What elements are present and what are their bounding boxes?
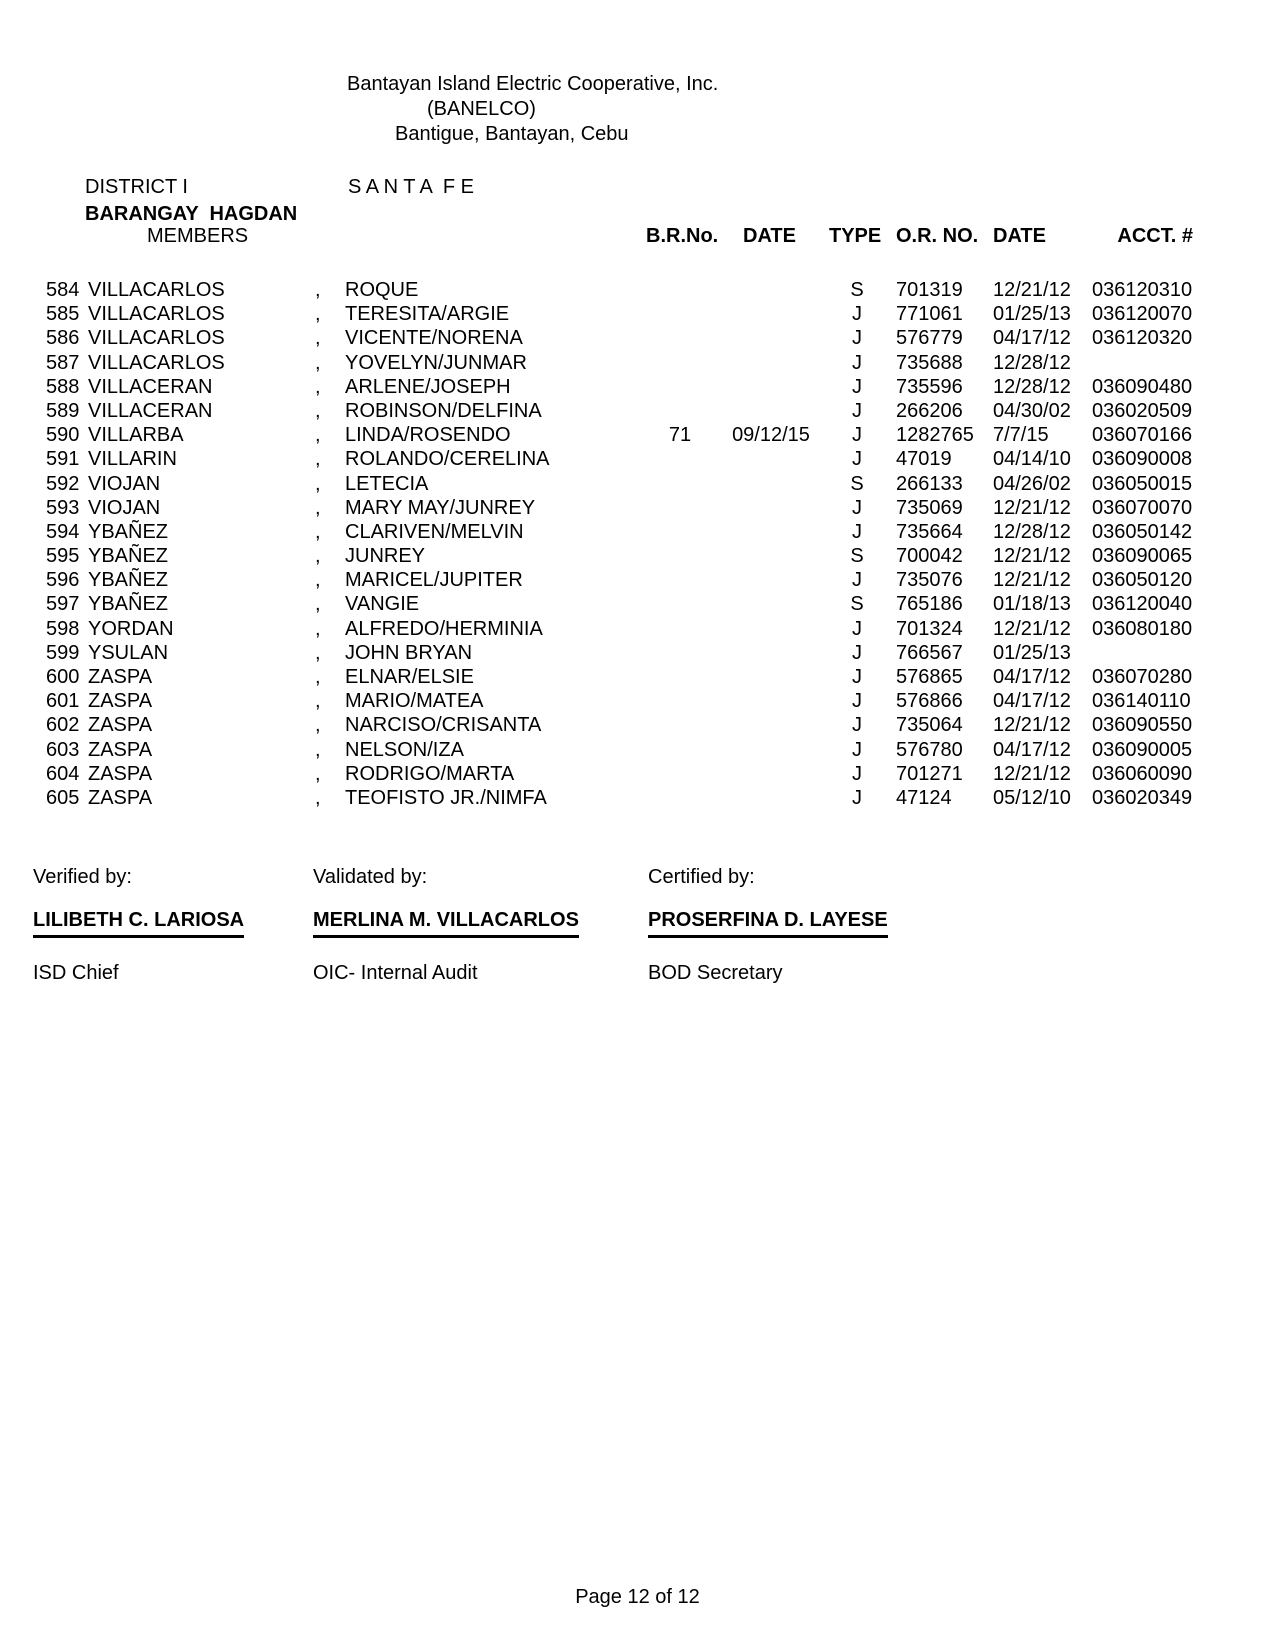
column-header-br-no: B.R.No. <box>646 225 719 247</box>
table-row <box>0 520 1275 544</box>
column-header-acct: ACCT. # <box>1117 225 1193 247</box>
name-separator: , <box>315 448 321 471</box>
member-surname: VILLACERAN <box>88 375 213 398</box>
member-surname: VILLACARLOS <box>88 351 225 374</box>
table-row <box>0 399 1275 423</box>
member-surname: ZASPA <box>88 738 153 761</box>
table-row <box>0 713 1275 737</box>
member-or-date: 12/28/12 <box>993 375 1071 398</box>
member-surname: YBAÑEZ <box>88 545 169 568</box>
member-given-name: LETECIA <box>345 472 429 495</box>
table-row <box>0 762 1275 786</box>
members-table <box>0 278 1275 810</box>
name-separator: , <box>315 762 321 785</box>
member-surname: ZASPA <box>88 786 153 809</box>
member-given-name: JOHN BRYAN <box>345 641 473 664</box>
certified-by-label: Certified by: <box>648 866 755 888</box>
table-row <box>0 375 1275 399</box>
member-br-date: 09/12/15 <box>732 424 810 447</box>
table-row <box>0 665 1275 689</box>
member-acct: 036120320 <box>1092 327 1193 350</box>
table-row <box>0 447 1275 471</box>
name-separator: , <box>315 399 321 422</box>
verified-by-name: LILIBETH C. LARIOSA <box>33 909 244 938</box>
member-type: J <box>852 714 862 737</box>
company-name: Bantayan Island Electric Cooperative, Inc. <box>347 73 719 95</box>
member-number: 598 <box>46 617 80 640</box>
member-or-date: 04/26/02 <box>993 472 1071 495</box>
member-surname: YORDAN <box>88 617 174 640</box>
member-number: 591 <box>46 448 80 471</box>
table-row <box>0 689 1275 713</box>
name-separator: , <box>315 327 321 350</box>
barangay-label: BARANGAY HAGDAN <box>85 203 298 225</box>
member-given-name: ALFREDO/HERMINIA <box>345 617 543 640</box>
member-or-date: 04/17/12 <box>993 666 1071 688</box>
member-or-date: 7/7/15 <box>993 424 1049 447</box>
member-type: S <box>850 279 864 301</box>
member-acct: 036020509 <box>1092 399 1193 422</box>
column-header-type: TYPE <box>829 225 882 247</box>
name-separator: , <box>315 472 321 495</box>
company-acronym: (BANELCO) <box>427 98 536 120</box>
column-header-or-no: O.R. NO. <box>896 225 979 247</box>
member-given-name: JUNREY <box>345 545 426 568</box>
member-or-date: 12/21/12 <box>993 545 1071 568</box>
district-label: DISTRICT I <box>85 176 188 198</box>
member-acct: 036090480 <box>1092 375 1193 398</box>
member-surname: ZASPA <box>88 762 153 785</box>
member-or-no: 576779 <box>896 327 963 350</box>
member-or-date: 01/25/13 <box>993 641 1071 664</box>
member-surname: ZASPA <box>88 714 153 737</box>
member-type: J <box>852 617 862 640</box>
member-or-no: 1282765 <box>896 424 974 447</box>
column-header-or-date: DATE <box>993 225 1046 247</box>
member-surname: YBAÑEZ <box>88 593 169 616</box>
company-address: Bantigue, Bantayan, Cebu <box>395 123 629 145</box>
member-or-no: 766567 <box>896 641 963 664</box>
member-or-no: 266133 <box>896 472 963 495</box>
table-row <box>0 544 1275 568</box>
member-number: 601 <box>46 690 80 713</box>
table-row <box>0 472 1275 496</box>
name-separator: , <box>315 520 321 543</box>
member-surname: VILLACARLOS <box>88 303 225 326</box>
member-given-name: YOVELYN/JUNMAR <box>345 351 527 374</box>
member-type: J <box>852 738 862 761</box>
member-given-name: NELSON/IZA <box>345 738 464 761</box>
member-given-name: ARLENE/JOSEPH <box>345 375 511 398</box>
member-or-no: 576780 <box>896 738 963 761</box>
member-type: J <box>852 786 862 809</box>
member-given-name: TERESITA/ARGIE <box>345 303 510 326</box>
member-type: J <box>852 424 862 447</box>
name-separator: , <box>315 666 321 688</box>
verified-by-label: Verified by: <box>33 866 132 888</box>
member-number: 596 <box>46 569 80 592</box>
member-acct: 036090008 <box>1092 448 1193 471</box>
member-number: 602 <box>46 714 80 737</box>
member-or-no: 701319 <box>896 279 963 301</box>
member-or-date: 12/21/12 <box>993 569 1071 592</box>
member-or-date: 12/28/12 <box>993 351 1071 374</box>
member-type: J <box>852 762 862 785</box>
table-row <box>0 423 1275 447</box>
member-acct: 036070280 <box>1092 666 1193 688</box>
verified-by-title: ISD Chief <box>33 962 119 984</box>
member-or-no: 735076 <box>896 569 963 592</box>
name-separator: , <box>315 496 321 519</box>
member-number: 589 <box>46 399 80 422</box>
member-surname: VILLACARLOS <box>88 327 225 350</box>
member-given-name: TEOFISTO JR./NIMFA <box>345 786 547 809</box>
member-acct: 036050142 <box>1092 520 1193 543</box>
member-given-name: NARCISO/CRISANTA <box>345 714 542 737</box>
member-acct: 036090550 <box>1092 714 1193 737</box>
column-header-br-date: DATE <box>743 225 796 247</box>
member-or-no: 735069 <box>896 496 963 519</box>
member-or-date: 12/28/12 <box>993 520 1071 543</box>
validated-by-name: MERLINA M. VILLACARLOS <box>313 909 579 938</box>
member-type: J <box>852 351 862 374</box>
municipality-label: S A N T A F E <box>348 176 474 198</box>
name-separator: , <box>315 545 321 568</box>
name-separator: , <box>315 786 321 809</box>
member-surname: YBAÑEZ <box>88 520 169 543</box>
table-row <box>0 617 1275 641</box>
member-or-date: 04/30/02 <box>993 399 1071 422</box>
member-or-no: 735064 <box>896 714 963 737</box>
member-or-no: 266206 <box>896 399 963 422</box>
member-number: 585 <box>46 303 80 326</box>
member-number: 584 <box>46 279 80 301</box>
member-given-name: LINDA/ROSENDO <box>345 424 511 447</box>
member-or-no: 735596 <box>896 375 963 398</box>
member-or-no: 735688 <box>896 351 963 374</box>
table-row <box>0 592 1275 616</box>
member-number: 604 <box>46 762 80 785</box>
member-acct: 036120070 <box>1092 303 1193 326</box>
name-separator: , <box>315 279 321 301</box>
member-given-name: MARY MAY/JUNREY <box>345 496 536 519</box>
member-number: 586 <box>46 327 80 350</box>
member-type: J <box>852 448 862 471</box>
member-or-date: 12/21/12 <box>993 617 1071 640</box>
member-surname: YSULAN <box>88 641 169 664</box>
member-number: 605 <box>46 786 80 809</box>
certified-by-title: BOD Secretary <box>648 962 783 984</box>
member-given-name: ROBINSON/DELFINA <box>345 399 542 422</box>
member-acct: 036070070 <box>1092 496 1193 519</box>
member-type: J <box>852 666 862 688</box>
member-type: J <box>852 303 862 326</box>
page-number: Page 12 of 12 <box>575 1586 700 1608</box>
member-acct: 036060090 <box>1092 762 1193 785</box>
member-type: S <box>850 472 864 495</box>
member-surname: VIOJAN <box>88 496 161 519</box>
validated-by-label: Validated by: <box>313 866 428 888</box>
member-or-no: 700042 <box>896 545 963 568</box>
member-or-date: 04/17/12 <box>993 327 1071 350</box>
name-separator: , <box>315 424 321 447</box>
name-separator: , <box>315 375 321 398</box>
member-surname: VIOJAN <box>88 472 161 495</box>
member-acct: 036090005 <box>1092 738 1193 761</box>
name-separator: , <box>315 738 321 761</box>
member-or-date: 04/17/12 <box>993 690 1071 713</box>
table-row <box>0 326 1275 350</box>
member-or-date: 12/21/12 <box>993 496 1071 519</box>
member-acct: 036050120 <box>1092 569 1193 592</box>
member-or-no: 735664 <box>896 520 963 543</box>
member-acct: 036020349 <box>1092 786 1193 809</box>
name-separator: , <box>315 303 321 326</box>
member-or-no: 47124 <box>896 786 952 809</box>
table-row <box>0 351 1275 375</box>
validated-by-title: OIC- Internal Audit <box>313 962 478 984</box>
table-row <box>0 641 1275 665</box>
table-row <box>0 786 1275 810</box>
name-separator: , <box>315 617 321 640</box>
name-separator: , <box>315 690 321 713</box>
member-or-no: 701324 <box>896 617 963 640</box>
member-number: 587 <box>46 351 80 374</box>
member-given-name: VANGIE <box>345 593 420 616</box>
name-separator: , <box>315 351 321 374</box>
member-or-date: 05/12/10 <box>993 786 1071 809</box>
member-type: J <box>852 569 862 592</box>
member-or-date: 04/14/10 <box>993 448 1071 471</box>
member-surname: ZASPA <box>88 666 153 688</box>
member-given-name: CLARIVEN/MELVIN <box>345 520 524 543</box>
name-separator: , <box>315 714 321 737</box>
member-acct: 036070166 <box>1092 424 1193 447</box>
table-row <box>0 738 1275 762</box>
member-type: J <box>852 399 862 422</box>
member-given-name: ELNAR/ELSIE <box>345 666 474 688</box>
member-or-date: 12/21/12 <box>993 762 1071 785</box>
member-or-no: 576866 <box>896 690 963 713</box>
member-or-no: 576865 <box>896 666 963 688</box>
member-acct: 036050015 <box>1092 472 1193 495</box>
member-given-name: ROLANDO/CERELINA <box>345 448 550 471</box>
member-number: 594 <box>46 520 80 543</box>
member-number: 600 <box>46 666 80 688</box>
certified-by-name: PROSERFINA D. LAYESE <box>648 909 888 938</box>
member-or-date: 01/18/13 <box>993 593 1071 616</box>
member-acct: 036080180 <box>1092 617 1193 640</box>
member-given-name: ROQUE <box>345 279 419 301</box>
member-number: 599 <box>46 641 80 664</box>
table-row <box>0 496 1275 520</box>
member-surname: ZASPA <box>88 690 153 713</box>
table-row <box>0 302 1275 326</box>
member-or-date: 04/17/12 <box>993 738 1071 761</box>
table-row <box>0 568 1275 592</box>
member-number: 593 <box>46 496 80 519</box>
table-row <box>0 278 1275 302</box>
member-given-name: MARIO/MATEA <box>345 690 484 713</box>
member-type: S <box>850 593 864 616</box>
member-type: J <box>852 327 862 350</box>
member-number: 588 <box>46 375 80 398</box>
name-separator: , <box>315 593 321 616</box>
member-given-name: RODRIGO/MARTA <box>345 762 515 785</box>
member-or-no: 701271 <box>896 762 963 785</box>
member-type: J <box>852 690 862 713</box>
member-surname: VILLARBA <box>88 424 184 447</box>
member-acct: 036120040 <box>1092 593 1193 616</box>
member-or-date: 01/25/13 <box>993 303 1071 326</box>
member-surname: VILLARIN <box>88 448 177 471</box>
name-separator: , <box>315 641 321 664</box>
member-number: 603 <box>46 738 80 761</box>
member-acct: 036120310 <box>1092 279 1193 301</box>
member-type: S <box>850 545 864 568</box>
member-given-name: VICENTE/NORENA <box>345 327 523 350</box>
member-or-no: 765186 <box>896 593 963 616</box>
member-number: 592 <box>46 472 80 495</box>
member-surname: YBAÑEZ <box>88 569 169 592</box>
member-number: 597 <box>46 593 80 616</box>
member-type: J <box>852 375 862 398</box>
member-or-date: 12/21/12 <box>993 279 1071 301</box>
member-acct: 036090065 <box>1092 545 1193 568</box>
member-br-no: 71 <box>668 424 692 447</box>
member-or-no: 771061 <box>896 303 963 326</box>
name-separator: , <box>315 569 321 592</box>
member-surname: VILLACARLOS <box>88 279 225 301</box>
member-acct: 036140110 <box>1092 690 1191 713</box>
members-column-header: MEMBERS <box>147 225 249 247</box>
member-or-date: 12/21/12 <box>993 714 1071 737</box>
member-type: J <box>852 496 862 519</box>
member-type: J <box>852 520 862 543</box>
member-number: 595 <box>46 545 80 568</box>
member-type: J <box>852 641 862 664</box>
member-given-name: MARICEL/JUPITER <box>345 569 523 592</box>
member-number: 590 <box>46 424 80 447</box>
member-surname: VILLACERAN <box>88 399 213 422</box>
member-or-no: 47019 <box>896 448 952 471</box>
